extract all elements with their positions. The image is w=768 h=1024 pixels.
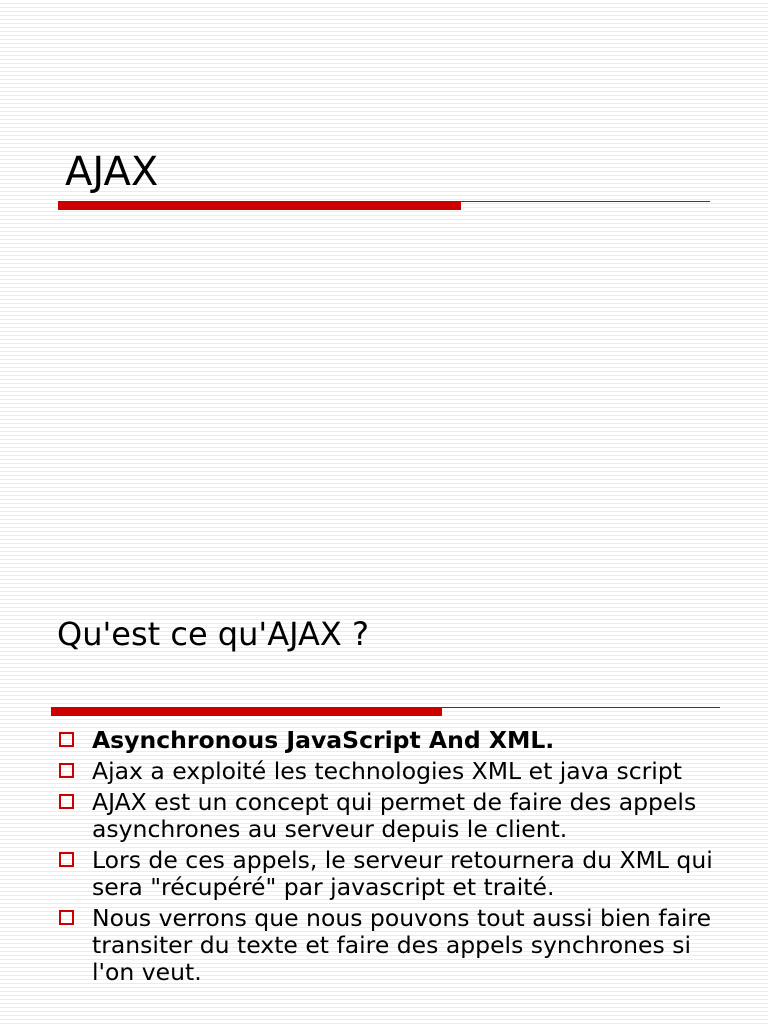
hollow-square-bullet-icon xyxy=(59,732,74,747)
hollow-square-bullet-icon xyxy=(59,763,74,778)
slide-what-is-ajax xyxy=(0,512,768,1024)
title-underline-thin xyxy=(461,201,710,202)
hollow-square-bullet-icon xyxy=(59,910,74,925)
title-underline-thick xyxy=(58,201,461,210)
hollow-square-bullet-icon xyxy=(59,852,74,867)
bullet-text: Nous verrons que nous pouvons tout aussi bien faire transiter du texte et faire des appels synchrones si l'on veut. xyxy=(92,904,712,986)
bullet-item xyxy=(57,905,737,986)
slide-title: Qu'est ce qu'AJAX ? xyxy=(57,615,369,653)
hollow-square-bullet-icon xyxy=(59,794,74,809)
bullet-text: Ajax a exploité les technologies XML et java script xyxy=(92,757,682,785)
bullet-text: AJAX est un concept qui permet de faire des appels asynchrones au serveur depuis le client. xyxy=(92,788,697,843)
bullet-text: Asynchronous JavaScript And XML. xyxy=(92,726,555,754)
bullet-text: Lors de ces appels, le serveur retournera du XML qui sera "récupéré" par javascript et traité. xyxy=(92,846,713,901)
bullet-item xyxy=(57,727,737,754)
bullet-list xyxy=(57,727,737,990)
slide-title: AJAX xyxy=(65,149,159,195)
title-underline-thin xyxy=(442,707,720,708)
bullet-item xyxy=(57,789,737,843)
bullet-item xyxy=(57,847,737,901)
bullet-item xyxy=(57,758,737,785)
title-underline-thick xyxy=(51,707,442,716)
